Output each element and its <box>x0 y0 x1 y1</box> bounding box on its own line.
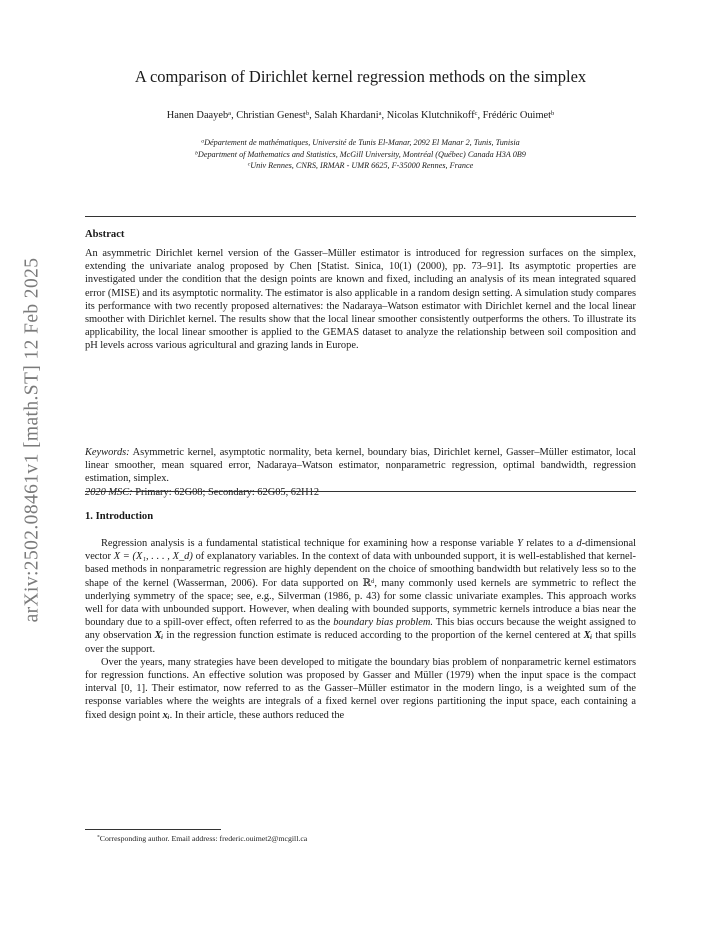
math-space: ℝᵈ <box>362 577 375 589</box>
abstract-text: An asymmetric Dirichlet kernel version of the Gasser–Müller estimator is introduced for regression surfaces on the simplex, extending the univariate analog proposed by Chen [Statist. Sinica, 10(1) (2000), pp. 73–91]. Its asymptotic properties are investigated under the condition that the design points are known and fixed, including an analysis of its mean integrated squared error (MISE) and its asymptotic normality. The estimator is also applicable in a random design setting. A simulation study compares its performance with two recently proposed alternatives: the Nadaraya–Watson estimator with Dirichlet kernel and the local linear smoother with Dirichlet kernel. The results show that the local linear smoother consistently outperforms the others. To illustrate its applicability, the local linear smoother is applied to the GEMAS dataset to analyze the relationship between soil composition and pH levels across various agricultural and grazing lands in Europe. <box>85 248 636 352</box>
arxiv-identifier-stamp <box>16 235 48 645</box>
text-run: that spills over the support. <box>85 630 636 655</box>
author-name: Christian Genest <box>236 110 306 121</box>
text-run: Over the years, many strategies have been developed to mitigate the boundary bias problem of nonparametric kernel estimators for regression functions. An effective solution was proposed by Gasser and Müller (1979) when the input space is the compact interval <box>85 656 636 695</box>
math-var: d <box>576 538 582 549</box>
text-run: This bias occurs because the weight assigned to any observation <box>85 617 636 642</box>
section-heading: 1. Introduction <box>85 511 154 522</box>
affiliation-text: Département de mathématiques, Université de Tunis El-Manar, 2092 El Manar 2, Tunis, Tunisia <box>204 138 520 147</box>
affiliation <box>85 160 636 172</box>
footnote <box>97 834 307 843</box>
paragraph <box>85 537 636 656</box>
abstract-bottom-rule <box>85 491 636 492</box>
math-var: Y <box>517 538 523 549</box>
author-affil-mark: a <box>378 110 382 117</box>
math-vector: Xᵢ <box>583 630 593 642</box>
math-vector: X = (X₁, . . . , X_d) <box>113 551 193 563</box>
math-interval: [0, 1] <box>120 683 146 695</box>
text-run: in the regression function estimate is reduced according to the proportion of the kernel centered at <box>166 630 581 642</box>
text-run: . In their article, these authors reduced the <box>169 709 345 721</box>
author-affil-mark: b <box>551 110 555 117</box>
footnote-mark: * <box>97 834 100 841</box>
arxiv-identifier-text: arXiv:2502.08461v1 [math.ST] 12 Feb 2025 <box>21 257 42 623</box>
msc-label: 2020 MSC: <box>85 486 133 498</box>
author-affil-mark: a <box>228 110 232 117</box>
abstract-heading: Abstract <box>85 229 125 240</box>
text-run: of explanatory variables. In the context of data with unbounded support, it is well-established that kernel-based methods in nonparametric regression are highly dependent on the choice of smoothing bandwidth but relatively less so to the shape of the kernel (Wasserman, 2006). For data supported on <box>85 551 636 589</box>
section-body <box>85 537 636 722</box>
author-name: Frédéric Ouimet <box>482 110 552 121</box>
text-run: relates to a <box>526 538 574 549</box>
author-name: Hanen Daayeb <box>166 110 229 121</box>
abstract-top-rule <box>85 216 636 217</box>
math-vector: xᵢ <box>162 709 170 721</box>
msc-text: Primary: 62G08; Secondary: 62G05, 62H12 <box>135 486 320 498</box>
affiliation-list <box>85 137 636 172</box>
author-affil-mark: c <box>474 110 478 117</box>
author-affil-mark: b <box>305 110 310 117</box>
text-run: -dimensional vector <box>85 538 636 563</box>
affiliation-mark: c <box>247 161 251 168</box>
affiliation-text: Univ Rennes, CNRS, IRMAR - UMR 6625, F-35000 Rennes, France <box>250 161 474 171</box>
math-vector: Xᵢ <box>154 630 164 642</box>
affiliation <box>85 149 636 161</box>
paragraph <box>85 656 636 722</box>
keywords-label: Keywords: <box>85 447 130 458</box>
footnote-rule <box>85 829 221 830</box>
footnote-text: Corresponding author. Email address: frederic.ouimet2@mcgill.ca <box>99 834 308 843</box>
text-run: , many commonly used kernels are symmetric to reflect the underlying symmetry of the space; see, e.g., Silverman (1986, p. 43) for some classic univariate examples. This approach works well for data with unbounded support. However, when dealing with bounded supports, symmetric kernels introduce a bias near the boundary due to a spill-over effect, often referred to as the <box>85 577 636 629</box>
keywords-text: Asymmetric kernel, asymptotic normality, beta kernel, boundary bias, Dirichlet kernel, Gasser–Müller estimator, local linear smoother, mean squared error, Nadaraya–Watson estimator, nonparametric regression, optimal bandwidth, regression estimation, simplex. <box>85 447 636 485</box>
text-run: . Their estimator, now referred to as the Gasser–Müller estimator in the modern lingo, is a weighted sum of the response variables where the weights are integrals of a fixed kernel over regions partitioning the input space, each containing a fixed design point <box>85 683 636 721</box>
affiliation-mark: b <box>195 150 198 157</box>
affiliation-text: Department of Mathematics and Statistics, McGill University, Montréal (Québec) Canada H3A 0B9 <box>197 149 526 159</box>
text-run: Regression analysis is a fundamental statistical technique for examining how a response variable <box>101 538 514 549</box>
affiliation <box>85 137 636 149</box>
emphasis: boundary bias problem. <box>333 617 434 629</box>
author-name: Nicolas Klutchnikoff <box>386 110 475 121</box>
author-name: Salah Khardani <box>314 110 379 121</box>
paper-title: A comparison of Dirichlet kernel regression methods on the simplex <box>134 67 587 86</box>
author-list: Hanen Daayeb$^a$, Christian Genest$^b$, Salah Khardani$^a$, Nicolas Klutchnikoff$^c$, Frédéric Ouimet$^b$ <box>166 110 555 121</box>
affiliation-mark: a <box>201 138 205 145</box>
